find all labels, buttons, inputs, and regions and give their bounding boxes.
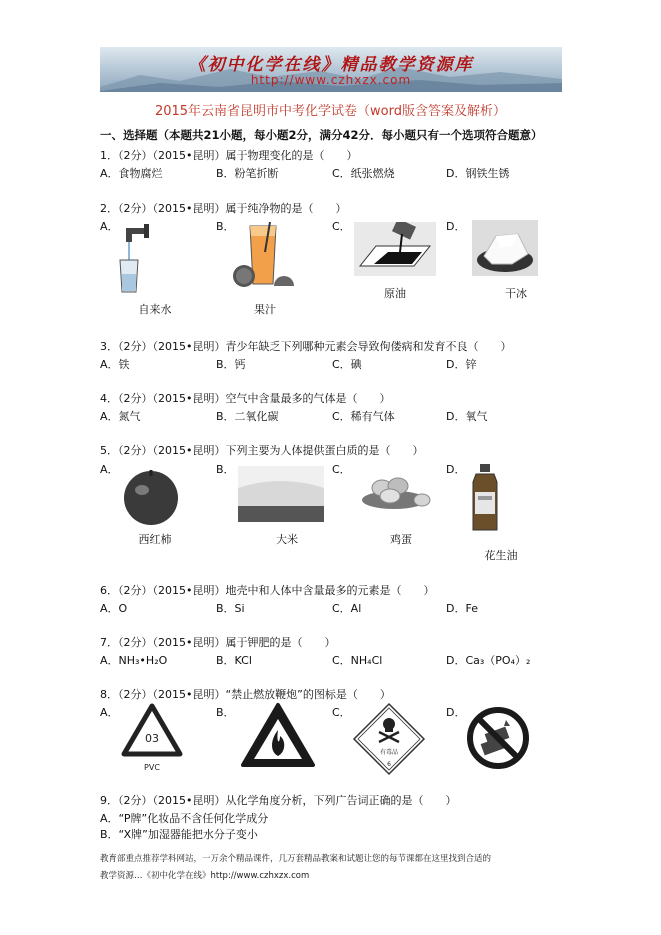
banner-url[interactable]: http://www.czhxzx.com [250, 73, 412, 87]
q2-caption-d: 干冰 [505, 287, 527, 300]
no-firecrackers-icon [466, 706, 530, 770]
rice-image [238, 466, 324, 522]
q2-caption-b: 果汁 [254, 303, 276, 316]
banner-title: 《初中化学在线》精品教学资源库 [188, 55, 474, 75]
q5-caption-a: 西红柿 [138, 533, 172, 546]
footer-line-2[interactable]: 教学资源…《初中化学在线》http://www.czhxzx.com [100, 871, 310, 881]
q1-option-a: A．食物腐烂 [100, 167, 163, 180]
question-9-stem: 9．（2分）（2015•昆明）从化学角度分析，下列广告词正确的是（ ） [100, 794, 457, 807]
q8-letter-d: D． [446, 706, 466, 719]
question-5-stem: 5．（2分）（2015•昆明）下列主要为人体提供蛋白质的是（ ） [100, 444, 424, 457]
q2-letter-a: A． [100, 220, 119, 233]
footer-line-1: 教育部重点推荐学科网站，一万余个精品课件，几万套精品教案和试题让您的每节课都在这里找到合适的 [100, 854, 492, 864]
q5-caption-b: 大米 [276, 533, 298, 546]
q3-option-d: D．锌 [446, 358, 477, 371]
peanut-oil-bottle-image [470, 464, 500, 532]
q6-option-c: C．Al [332, 602, 362, 615]
q4-option-d: D．氧气 [446, 410, 488, 423]
toxic-substance-icon [352, 702, 426, 776]
q2-letter-b: B． [216, 220, 235, 233]
q6-option-b: B．Si [216, 602, 245, 615]
q4-option-c: C．稀有气体 [332, 410, 395, 423]
q9-option-b: B．“X牌”加湿器能把水分子变小 [100, 828, 258, 841]
q6-option-a: A．O [100, 602, 128, 615]
dry-ice-image [472, 220, 538, 276]
q5-letter-c: C． [332, 463, 351, 476]
q6-option-d: D．Fe [446, 602, 478, 615]
q2-letter-d: D． [446, 220, 466, 233]
q7-option-b: B．KCl [216, 654, 252, 667]
q8-letter-b: B． [216, 706, 235, 719]
q5-letter-d: D． [446, 463, 466, 476]
q7-option-d: D．Ca₃（PO₄）₂ [446, 654, 531, 667]
tomato-image [120, 464, 182, 526]
q2-caption-a: 自来水 [138, 303, 172, 316]
tap-water-image [118, 222, 164, 294]
crude-oil-image [354, 222, 436, 276]
q1-option-c: C．纸张燃烧 [332, 167, 395, 180]
pvc-recycling-icon [120, 702, 184, 774]
document-title: 2015年云南省昆明市中考化学试卷（word版含答案及解析） [154, 104, 507, 119]
q8-letter-c: C． [332, 706, 351, 719]
question-8-stem: 8．（2分）（2015•昆明）“禁止燃放鞭炮”的图标是（ ） [100, 688, 391, 701]
toxic-label: 有毒品 [379, 749, 399, 756]
q2-caption-c: 原油 [384, 287, 406, 300]
q9-option-a: A．“P牌”化妆品不含任何化学成分 [100, 812, 269, 825]
toxic-number: 6 [387, 761, 391, 768]
juice-image [232, 222, 294, 288]
q5-letter-a: A． [100, 463, 119, 476]
q5-caption-d: 花生油 [484, 549, 518, 562]
q1-option-d: D．钢铁生锈 [446, 167, 510, 180]
question-1-stem: 1．（2分）（2015•昆明）属于物理变化的是（ ） [100, 149, 358, 162]
q2-letter-c: C． [332, 220, 351, 233]
flammable-warning-icon [240, 702, 316, 768]
question-2-stem: 2．（2分）（2015•昆明）属于纯净物的是（ ） [100, 202, 347, 215]
q3-option-b: B．钙 [216, 358, 246, 371]
header-banner [100, 47, 562, 92]
q5-letter-b: B． [216, 463, 235, 476]
question-3-stem: 3．（2分）（2015•昆明）青少年缺乏下列哪种元素会导致佝偻病和发育不良（ ） [100, 340, 512, 353]
q3-option-a: A．铁 [100, 358, 130, 371]
section-header: 一、选择题（本题共21小题，每小题2分，满分42分．每小题只有一个选项符合题意） [100, 128, 543, 142]
question-7-stem: 7．（2分）（2015•昆明）属于钾肥的是（ ） [100, 636, 336, 649]
q7-option-a: A．NH₃•H₂O [100, 654, 168, 667]
q3-option-c: C．碘 [332, 358, 362, 371]
q4-option-b: B．二氧化碳 [216, 410, 279, 423]
q8-letter-a: A． [100, 706, 119, 719]
question-4-stem: 4．（2分）（2015•昆明）空气中含量最多的气体是（ ） [100, 392, 391, 405]
q7-option-c: C．NH₄Cl [332, 654, 383, 667]
question-6-stem: 6．（2分）（2015•昆明）地壳中和人体中含量最多的元素是（ ） [100, 584, 435, 597]
pvc-code: 03 [145, 732, 159, 745]
pvc-label: PVC [144, 763, 160, 772]
q5-caption-c: 鸡蛋 [390, 533, 412, 546]
q1-option-b: B．粉笔折断 [216, 167, 279, 180]
q4-option-a: A．氮气 [100, 410, 141, 423]
eggs-image [354, 466, 436, 510]
